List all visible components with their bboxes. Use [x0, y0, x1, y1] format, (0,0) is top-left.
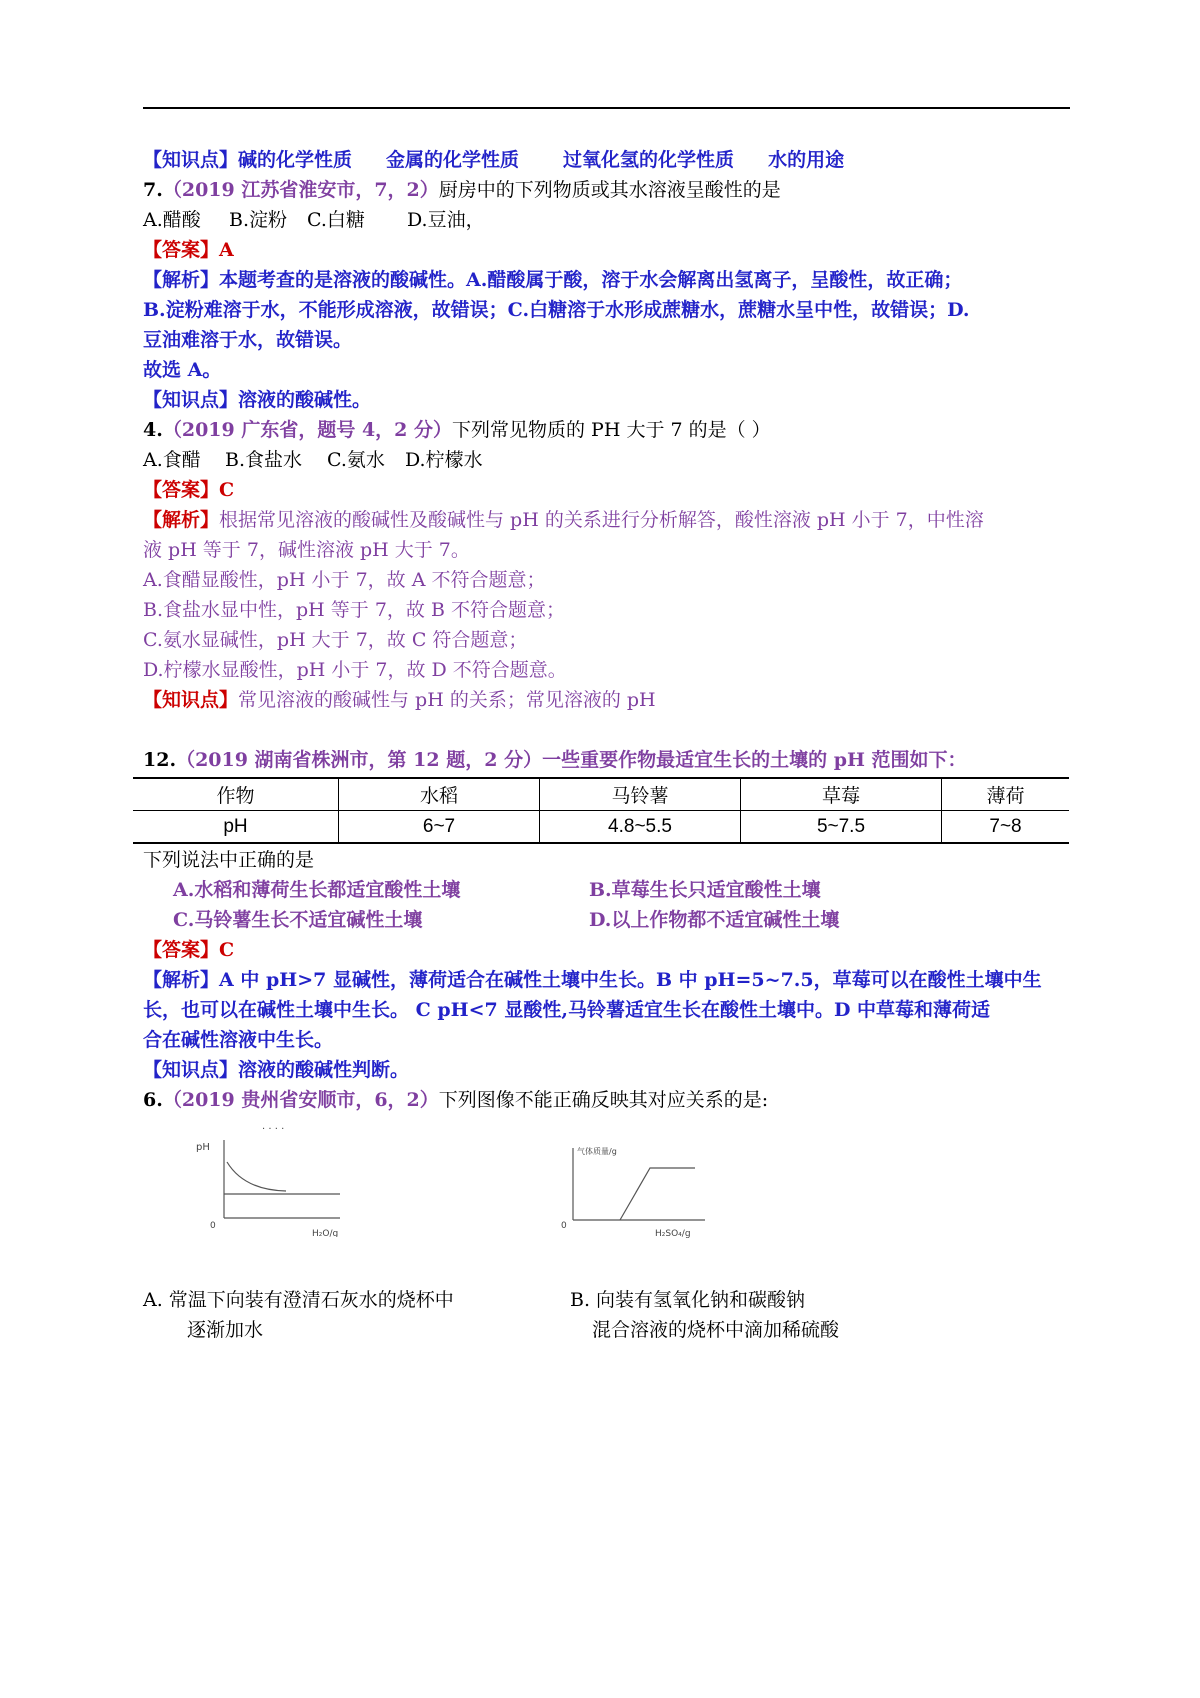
y-axis-label: pH — [196, 1142, 210, 1153]
option-c: C.马铃薯生长不适宜碱性土壤 — [173, 909, 423, 931]
question-12-options-row — [173, 905, 1103, 935]
figure-a-caption — [143, 1285, 454, 1315]
analysis-label: 【解析】 — [143, 509, 220, 531]
question-12-answer — [143, 935, 1073, 965]
table-cell: 4.8~5.5 — [540, 811, 741, 844]
question-number: 6. — [143, 1089, 163, 1111]
table-cell: 5~7.5 — [741, 811, 942, 844]
origin-label: 0 — [210, 1221, 216, 1231]
analysis-text: D.柠檬水显酸性，pH 小于 7，故 D 不符合题意。 — [143, 659, 567, 681]
table-header-row — [133, 778, 1069, 811]
option-d: D.柠檬水 — [405, 449, 483, 471]
question-6-stem — [143, 1085, 1073, 1115]
header-rule — [143, 107, 1070, 109]
knowledge-point-text: 溶液的酸碱性判断。 — [238, 1059, 410, 1081]
question-number: 12. — [143, 749, 177, 771]
ph-curve — [227, 1162, 286, 1191]
question-4-analysis-line — [143, 535, 1073, 565]
figure-b-graph — [555, 1140, 720, 1240]
option-c: C.白糖 — [307, 209, 365, 231]
caption-text: A. 常温下向装有澄清石灰水的烧杯中 — [143, 1289, 454, 1311]
x-axis-label: H₂SO₄/g — [655, 1229, 691, 1239]
analysis-text: 本题考查的是溶液的酸碱性。A.醋酸属于酸，溶于水会解离出氢离子，呈酸性，故正确； — [219, 269, 963, 291]
knowledge-point-text: 溶液的酸碱性。 — [238, 389, 372, 411]
analysis-label: 【解析】 — [143, 969, 220, 991]
question-source: （2019 广东省，题号 4，2 分） — [162, 419, 453, 441]
question-7-knowledge-point — [143, 385, 1073, 415]
analysis-text: 长，也可以在碱性土壤中生长。 C pH<7 显酸性,马铃薯适宜生长在酸性土壤中。D 中草莓和薄荷适 — [143, 999, 991, 1021]
table-header-cell: 薄荷 — [942, 778, 1070, 811]
table-cell: 7~8 — [942, 811, 1070, 844]
knowledge-point-item: 碱的化学性质 — [238, 149, 353, 171]
option-b: B.草莓生长只适宜酸性土壤 — [589, 879, 821, 901]
question-4-analysis-line — [143, 565, 1073, 595]
question-4-analysis-line — [143, 505, 1073, 535]
question-7-options — [143, 205, 1073, 235]
table-cell: 6~7 — [339, 811, 540, 844]
answer-label: 【答案】 — [143, 939, 220, 961]
question-7-stem — [143, 175, 1073, 205]
question-4-options — [143, 445, 1073, 475]
table-row — [133, 811, 1069, 844]
analysis-text: B.食盐水显中性，pH 等于 7，故 B 不符合题意； — [143, 599, 565, 621]
knowledge-point-text: 常见溶液的酸碱性与 pH 的关系；常见溶液的 pH — [238, 689, 656, 711]
analysis-text: C.氨水显碱性，pH 大于 7，故 C 符合题意； — [143, 629, 528, 651]
table-header-cell: 草莓 — [741, 778, 942, 811]
knowledge-point-label: 【知识点】 — [143, 389, 239, 411]
figure-a-caption — [187, 1315, 263, 1345]
analysis-label: 【解析】 — [143, 269, 220, 291]
table-header-cell: 作物 — [133, 778, 339, 811]
question-12-analysis-line — [143, 965, 1073, 995]
question-7-analysis-line — [143, 295, 1073, 325]
answer-label: 【答案】 — [143, 479, 220, 501]
question-4-analysis-line — [143, 655, 1073, 685]
question-source: （2019 贵州省安顺市，6，2） — [162, 1089, 439, 1111]
option-b: B.食盐水 — [225, 449, 303, 471]
answer-value: C — [219, 479, 235, 501]
caption-text: 混合溶液的烧杯中滴加稀硫酸 — [592, 1319, 840, 1341]
question-text: 下列常见物质的 PH 大于 7 的是（ ） — [452, 419, 771, 441]
question-7-analysis-line — [143, 265, 1073, 295]
question-12-stem — [143, 745, 1073, 775]
question-4-stem — [143, 415, 1073, 445]
table-header-cell: 马铃薯 — [540, 778, 741, 811]
answer-value: A — [219, 239, 234, 261]
option-a: A.醋酸 — [143, 209, 201, 231]
option-c: C.氨水 — [327, 449, 385, 471]
question-source: （2019 湖南省株洲市，第 12 题，2 分） — [176, 749, 543, 771]
caption-text: B. 向装有氢氧化钠和碳酸钠 — [570, 1289, 806, 1311]
table-header-cell: 水稻 — [339, 778, 540, 811]
analysis-text: A 中 pH>7 显碱性，薄荷适合在碱性土壤中生长。B 中 pH=5~7.5，草莓可以在酸性土壤中生 — [219, 969, 1042, 991]
gas-curve — [620, 1168, 695, 1220]
option-a: A.食醋 — [143, 449, 201, 471]
option-a: A.水稻和薄荷生长都适宜酸性土壤 — [173, 879, 461, 901]
knowledge-point-label: 【知识点】 — [143, 149, 239, 171]
answer-value: C — [219, 939, 235, 961]
question-7-answer — [143, 235, 1073, 265]
option-d: D.以上作物都不适宜碱性土壤 — [589, 909, 840, 931]
analysis-text: B.淀粉难溶于水，不能形成溶液，故错误；C.白糖溶于水形成蔗糖水，蔗糖水呈中性，故错误；D. — [143, 299, 970, 321]
analysis-text: 合在碱性溶液中生长。 — [143, 1029, 334, 1051]
question-7-analysis-line — [143, 355, 1073, 385]
prompt-text: 下列说法中正确的是 — [143, 849, 315, 871]
figure-b-caption — [592, 1315, 839, 1345]
option-b: B.淀粉 — [229, 209, 288, 231]
knowledge-point-item: 金属的化学性质 — [386, 149, 520, 171]
question-4-answer — [143, 475, 1073, 505]
question-number: 4. — [143, 419, 163, 441]
question-4-analysis-line — [143, 595, 1073, 625]
question-7-analysis-line — [143, 325, 1073, 355]
y-axis-label: 气体质量/g — [577, 1147, 617, 1156]
x-axis-label: H₂O/g — [312, 1229, 339, 1237]
question-12-prompt — [143, 845, 1073, 875]
table-cell: pH — [133, 811, 339, 844]
question-text: 一些重要作物最适宜生长的土壤的 pH 范围如下： — [542, 749, 967, 771]
analysis-text: 根据常见溶液的酸碱性及酸碱性与 pH 的关系进行分析解答，酸性溶液 pH 小于 7，中性溶 — [219, 509, 984, 531]
question-text: 下列图像不能正确反映其对应关系的是: — [438, 1089, 769, 1111]
analysis-text: 故选 A。 — [143, 359, 222, 381]
knowledge-point-item: 水的用途 — [768, 149, 845, 171]
answer-label: 【答案】 — [143, 239, 220, 261]
question-text: 厨房中的下列物质或其水溶液呈酸性的是 — [438, 179, 781, 201]
question-4-knowledge-point — [143, 685, 1073, 715]
analysis-text: A.食醋显酸性，pH 小于 7，故 A 不符合题意； — [143, 569, 546, 591]
caption-text: 逐渐加水 — [187, 1319, 264, 1341]
figure-a-graph — [190, 1122, 350, 1237]
analysis-text: 液 pH 等于 7，碱性溶液 pH 大于 7。 — [143, 539, 470, 561]
knowledge-point-line — [143, 145, 1073, 175]
knowledge-point-label: 【知识点】 — [143, 689, 239, 711]
soil-ph-table — [133, 777, 1069, 844]
figure-a-dots: · · · · — [262, 1124, 285, 1135]
knowledge-point-item: 过氧化氢的化学性质 — [563, 149, 735, 171]
question-12-analysis-line — [143, 1025, 1073, 1055]
question-number: 7. — [143, 179, 163, 201]
option-d: D.豆油， — [407, 209, 485, 231]
figure-b-caption — [570, 1285, 805, 1315]
knowledge-point-label: 【知识点】 — [143, 1059, 239, 1081]
analysis-text: 豆油难溶于水，故错误。 — [143, 329, 353, 351]
question-12-analysis-line — [143, 995, 1073, 1025]
origin-label: 0 — [561, 1221, 567, 1231]
question-12-knowledge-point — [143, 1055, 1073, 1085]
question-12-options-row — [173, 875, 1103, 905]
question-4-analysis-line — [143, 625, 1073, 655]
question-source: （2019 江苏省淮安市，7，2） — [162, 179, 439, 201]
